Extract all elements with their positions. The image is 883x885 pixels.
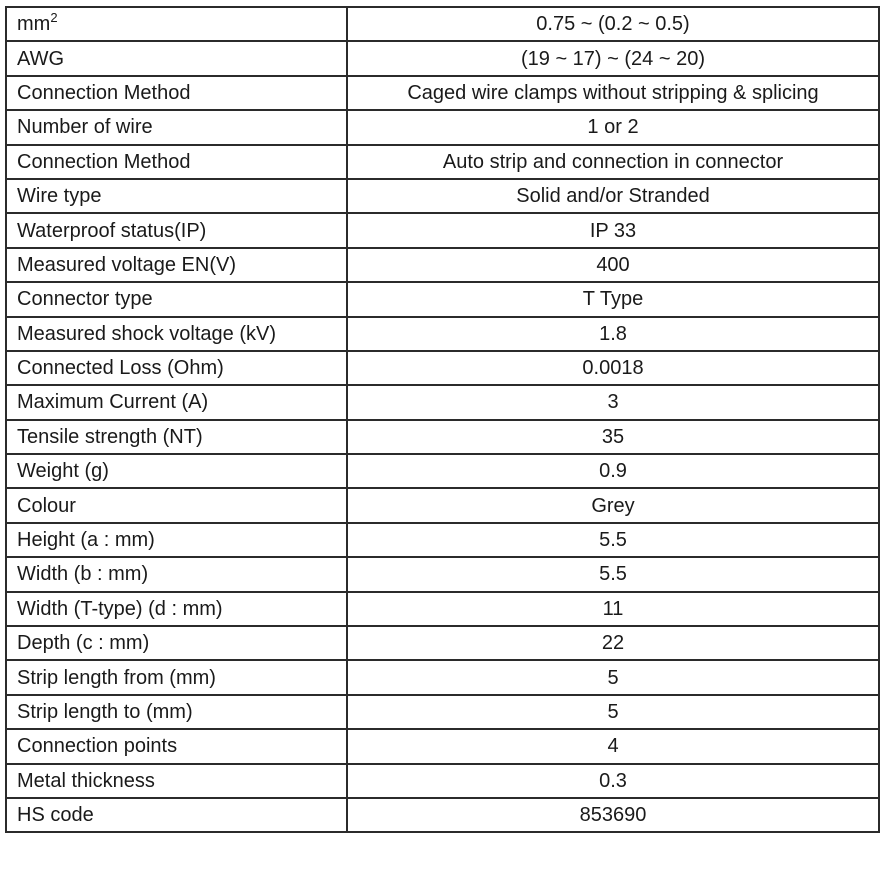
table-row (6, 213, 879, 247)
table-row (6, 626, 879, 660)
table-row (6, 764, 879, 798)
row-label: Width (T-type) (d : mm) (6, 592, 347, 626)
row-label: Tensile strength (NT) (6, 420, 347, 454)
table-row (6, 729, 879, 763)
row-value: 1 or 2 (347, 110, 879, 144)
row-value: 853690 (347, 798, 879, 832)
table-row (6, 110, 879, 144)
table-row (6, 592, 879, 626)
table-row (6, 695, 879, 729)
table-row (6, 145, 879, 179)
row-value: 5 (347, 695, 879, 729)
row-label: Colour (6, 488, 347, 522)
row-value: 35 (347, 420, 879, 454)
row-value: 5.5 (347, 557, 879, 591)
row-value: 3 (347, 385, 879, 419)
row-value: 22 (347, 626, 879, 660)
table-row (6, 454, 879, 488)
unit-superscript: 2 (50, 10, 58, 26)
row-value: 0.0018 (347, 351, 879, 385)
row-value: 0.9 (347, 454, 879, 488)
table-row (6, 282, 879, 316)
row-value: 0.3 (347, 764, 879, 798)
table-row (6, 248, 879, 282)
table-row-cross-section (6, 7, 879, 41)
row-value: 0.75 ~ (0.2 ~ 0.5) (347, 7, 879, 41)
row-label: AWG (6, 41, 347, 75)
spec-table (5, 6, 880, 833)
row-value: 400 (347, 248, 879, 282)
row-label: Metal thickness (6, 764, 347, 798)
row-label: Width (b : mm) (6, 557, 347, 591)
row-value: 11 (347, 592, 879, 626)
row-label: Height (a : mm) (6, 523, 347, 557)
row-value: Auto strip and connection in connector (347, 145, 879, 179)
table-row (6, 317, 879, 351)
row-value: Solid and/or Stranded (347, 179, 879, 213)
row-label: Connector type (6, 282, 347, 316)
row-value: 5.5 (347, 523, 879, 557)
row-label: Wire type (6, 179, 347, 213)
table-row (6, 41, 879, 75)
row-label: Waterproof status(IP) (6, 213, 347, 247)
row-label (6, 7, 347, 41)
row-label: Strip length to (mm) (6, 695, 347, 729)
table-row (6, 179, 879, 213)
table-row (6, 557, 879, 591)
row-value: T Type (347, 282, 879, 316)
row-value: Grey (347, 488, 879, 522)
row-label: Weight (g) (6, 454, 347, 488)
row-label: Depth (c : mm) (6, 626, 347, 660)
row-label: HS code (6, 798, 347, 832)
unit-text: mm (17, 13, 51, 36)
table-row (6, 351, 879, 385)
table-row (6, 523, 879, 557)
row-label: Measured voltage EN(V) (6, 248, 347, 282)
row-label: Measured shock voltage (kV) (6, 317, 347, 351)
row-value: 1.8 (347, 317, 879, 351)
table-row (6, 660, 879, 694)
row-value: 5 (347, 660, 879, 694)
table-row (6, 385, 879, 419)
row-label: Connection Method (6, 145, 347, 179)
row-value: IP 33 (347, 213, 879, 247)
row-value: (19 ~ 17) ~ (24 ~ 20) (347, 41, 879, 75)
table-row (6, 798, 879, 832)
row-label: Number of wire (6, 110, 347, 144)
row-label: Connection Method (6, 76, 347, 110)
row-label: Strip length from (mm) (6, 660, 347, 694)
spec-table-body (6, 7, 879, 832)
table-row (6, 488, 879, 522)
table-row (6, 420, 879, 454)
table-row (6, 76, 879, 110)
row-label: Maximum Current (A) (6, 385, 347, 419)
row-value: 4 (347, 729, 879, 763)
row-value: Caged wire clamps without stripping & splicing (347, 76, 879, 110)
row-label: Connected Loss (Ohm) (6, 351, 347, 385)
row-label: Connection points (6, 729, 347, 763)
